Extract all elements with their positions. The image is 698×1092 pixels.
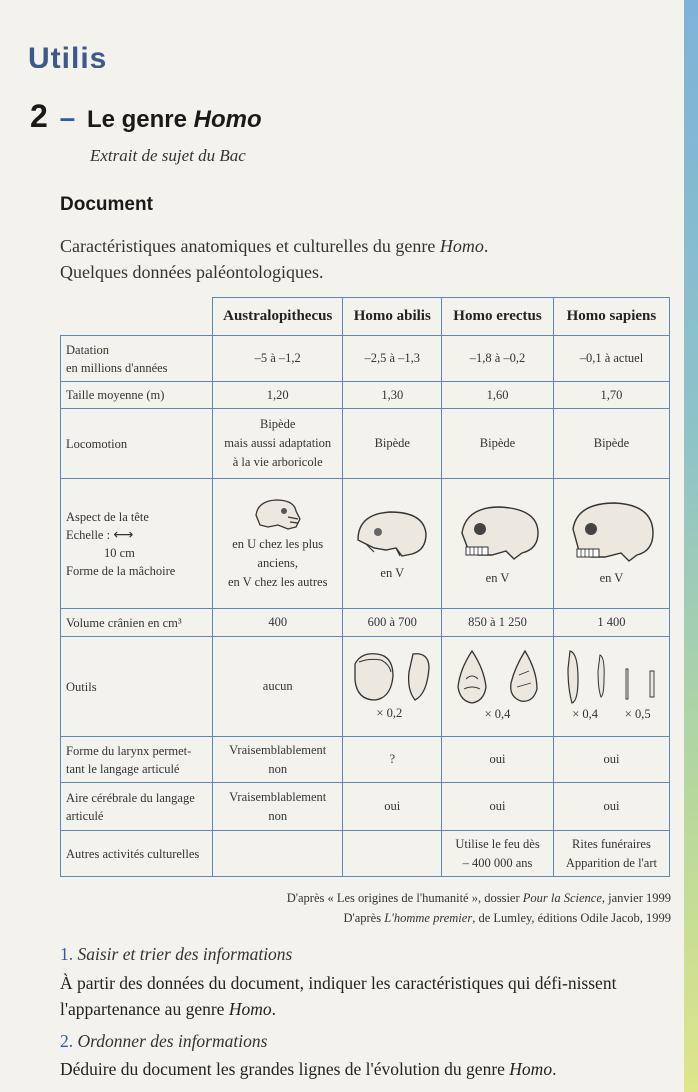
erectus-tool-scale: × 0,4 [484,707,511,721]
header-homo-erectus: Homo erectus [442,298,554,336]
table-row-taille [61,382,670,409]
tete-australo-l2: anciens, [257,556,298,570]
row-label-larynx [61,737,213,783]
australopithecus-skull-icon [248,495,308,535]
document-label: Document [60,194,153,215]
section-title-prefix: Le genre [86,106,194,133]
erectus-tools [447,649,548,705]
aire-label-l2: articulé [66,808,104,823]
header-australopithecus: Australopithecus [213,298,343,336]
homo-erectus-skull-icon [452,499,544,569]
biface-tool-icon [454,649,490,705]
intro-l1-prefix: Caractéristiques anatomiques et culturelles du genre [60,236,440,256]
source-1-em: Pour la Science [522,891,602,905]
volume-australopithecus: 400 [213,609,343,637]
cropped-heading-text: Utilis [28,42,108,68]
paleontology-table [60,297,670,877]
volume-sapiens: 1 400 [553,609,669,637]
table-row-aire [61,783,670,831]
question-2-body [60,1056,672,1082]
abilis-tool-scale: × 0,2 [376,706,403,720]
tete-erectus [442,479,554,609]
tete-sapiens [553,479,669,609]
homo-abilis-skull-icon [352,504,432,564]
outils-abilis [343,637,442,737]
sapiens-tool-scales [559,705,664,724]
tete-australo-l3: en V chez les autres [227,575,328,589]
table-row-culture [61,831,670,877]
source-1-suffix: , janvier 1999 [601,891,671,905]
source-2-prefix: D'après [343,911,385,925]
larynx-australopithecus [213,737,343,783]
taille-erectus: 1,60 [442,382,554,409]
intro-l1-suffix: . [483,236,489,256]
tete-sapiens-value: en V [599,571,624,585]
row-label-outils: Outils [61,637,213,737]
question-1-body-prefix: À partir des données du document, indiquer les caractéristiques qui défi-nissent l'appartenance au genre [60,973,617,1019]
larynx-sapiens: oui [553,737,669,783]
locomotion-abilis: Bipède [343,409,442,479]
tete-australo-l1: en U chez les plus [232,537,324,551]
section-title-em: Homo [193,106,262,133]
aire-erectus: oui [442,783,554,831]
tete-erectus-value: en V [485,571,510,585]
sapiens-tool-scale-2: × 0,5 [624,707,651,721]
section-dash: – [59,102,76,133]
question-2-title-text: Ordonner des informations [77,1031,268,1051]
aire-australo-l1: Vraisemblablement [229,789,327,804]
tete-label-l3: 10 cm [104,545,135,560]
aire-label-l1: Aire cérébrale du langage [66,790,195,805]
question-2-body-suffix: . [552,1059,557,1079]
row-label-aire [61,783,213,831]
datation-sapiens: –0,1 à actuel [553,336,669,382]
larynx-erectus: oui [442,737,554,783]
volume-erectus: 850 à 1 250 [442,609,554,637]
homo-sapiens-skull-icon [563,499,659,569]
source-2-suffix: , de Lumley, éditions Odile Jacob, 1999 [472,911,671,925]
table-row-larynx [61,737,670,783]
source-1-prefix: D'après « Les origines de l'humanité », dossier [286,891,523,905]
table-row-volume [61,609,670,637]
table-row-datation [61,336,670,382]
tete-label-l1: Aspect de la tête [66,509,149,524]
source-2-em: L'homme premier [384,911,473,925]
section-title [87,106,262,133]
locomotion-australo-l1: Bipède [259,417,296,431]
row-label-datation [61,336,213,382]
question-1-title-text: Saisir et trier des informations [77,944,293,964]
blade-tool-2-icon [595,649,609,705]
aire-abilis: oui [343,783,442,831]
culture-australopithecus [213,831,343,877]
flake-tool-icon [403,650,433,704]
culture-erectus [442,831,554,877]
datation-australopithecus: –5 à –1,2 [213,336,343,382]
section-heading [30,98,262,135]
table-row-locomotion [61,409,670,479]
header-homo-sapiens: Homo sapiens [553,298,669,336]
cropped-previous-heading [28,38,508,68]
culture-sapiens-l1: Rites funéraires [572,836,651,851]
row-label-tete [61,479,213,609]
section-subtitle: Extrait de sujet du Bac [90,146,246,165]
question-1-body-suffix: . [271,999,276,1019]
datation-abilis: –2,5 à –1,3 [343,336,442,382]
intro-line-1 [60,233,660,259]
volume-abilis: 600 à 700 [343,609,442,637]
tete-abilis [343,479,442,609]
question-2-body-prefix: Déduire du document les grandes lignes de l'évolution du genre [60,1059,510,1079]
table-corner [61,298,213,336]
taille-abilis: 1,30 [343,382,442,409]
blade-tool-icon [564,649,584,705]
tete-australopithecus [213,479,343,609]
source-line-2 [287,908,671,928]
intro-l1-em: Homo [439,236,484,256]
tete-label-l2: Echelle : [66,527,111,542]
datation-erectus: –1,8 à –0,2 [442,336,554,382]
question-2-body-em: Homo [509,1059,553,1079]
outils-australopithecus: aucun [213,637,343,737]
aire-australo-l2: non [268,808,288,823]
larynx-label-l1: Forme du larynx permet- [66,743,192,758]
question-1-body-em: Homo [228,999,272,1019]
row-label-volume: Volume crânien en cm³ [61,609,213,637]
culture-abilis [343,831,442,877]
taille-australopithecus: 1,20 [213,382,343,409]
document-intro [60,233,660,285]
tete-abilis-value: en V [380,566,405,580]
sapiens-tools [559,649,664,705]
aire-sapiens: oui [553,783,669,831]
question-2-number: 2. [60,1031,74,1051]
row-label-locomotion: Locomotion [61,409,213,479]
abilis-tools [348,650,436,704]
row-label-taille: Taille moyenne (m) [61,382,213,409]
needle-tool-2-icon [645,649,659,705]
outils-erectus [442,637,554,737]
pebble-tool-icon [351,650,397,704]
tete-label-l4: Forme de la mâchoire [66,563,176,578]
table-header-row [61,298,670,336]
question-2-title [60,1031,670,1052]
locomotion-australo-l2: mais aussi adaptation [224,436,332,450]
outils-sapiens [553,637,669,737]
aire-australopithecus [213,783,343,831]
datation-label-l2: en millions d'années [66,360,168,375]
datation-label-l1: Datation [66,342,110,357]
larynx-australo-l1: Vraisemblablement [229,742,327,757]
locomotion-sapiens: Bipède [553,409,669,479]
locomotion-australo-l3: à la vie arboricole [232,455,323,469]
needle-tool-icon [620,649,634,705]
taille-sapiens: 1,70 [553,382,669,409]
table-row-outils [61,637,670,737]
culture-erectus-l2: – 400 000 ans [462,855,533,870]
larynx-australo-l2: non [268,761,288,776]
section-number: 2 [30,98,48,134]
header-homo-abilis: Homo abilis [343,298,442,336]
sapiens-tool-scale-1: × 0,4 [572,707,599,721]
locomotion-australopithecus [213,409,343,479]
tete-scale-line [66,526,207,544]
locomotion-erectus: Bipède [442,409,554,479]
page-edge-color-strip [684,0,698,1092]
source-line-1 [287,888,671,908]
culture-erectus-l1: Utilise le feu dès [455,836,540,851]
biface-tool-2-icon [505,649,541,705]
larynx-label-l2: tant le langage articulé [66,761,180,776]
question-1-body [60,970,672,1022]
question-1-title [60,944,670,965]
table-sources [287,888,671,928]
intro-line-2: Quelques données paléontologiques. [60,262,324,282]
row-label-culture: Autres activités culturelles [61,831,213,877]
culture-sapiens [553,831,669,877]
culture-sapiens-l2: Apparition de l'art [565,855,657,870]
table-row-tete [61,479,670,609]
larynx-abilis: ? [343,737,442,783]
question-1-number: 1. [60,944,74,964]
scale-arrow-icon: ⟷ [113,526,134,543]
